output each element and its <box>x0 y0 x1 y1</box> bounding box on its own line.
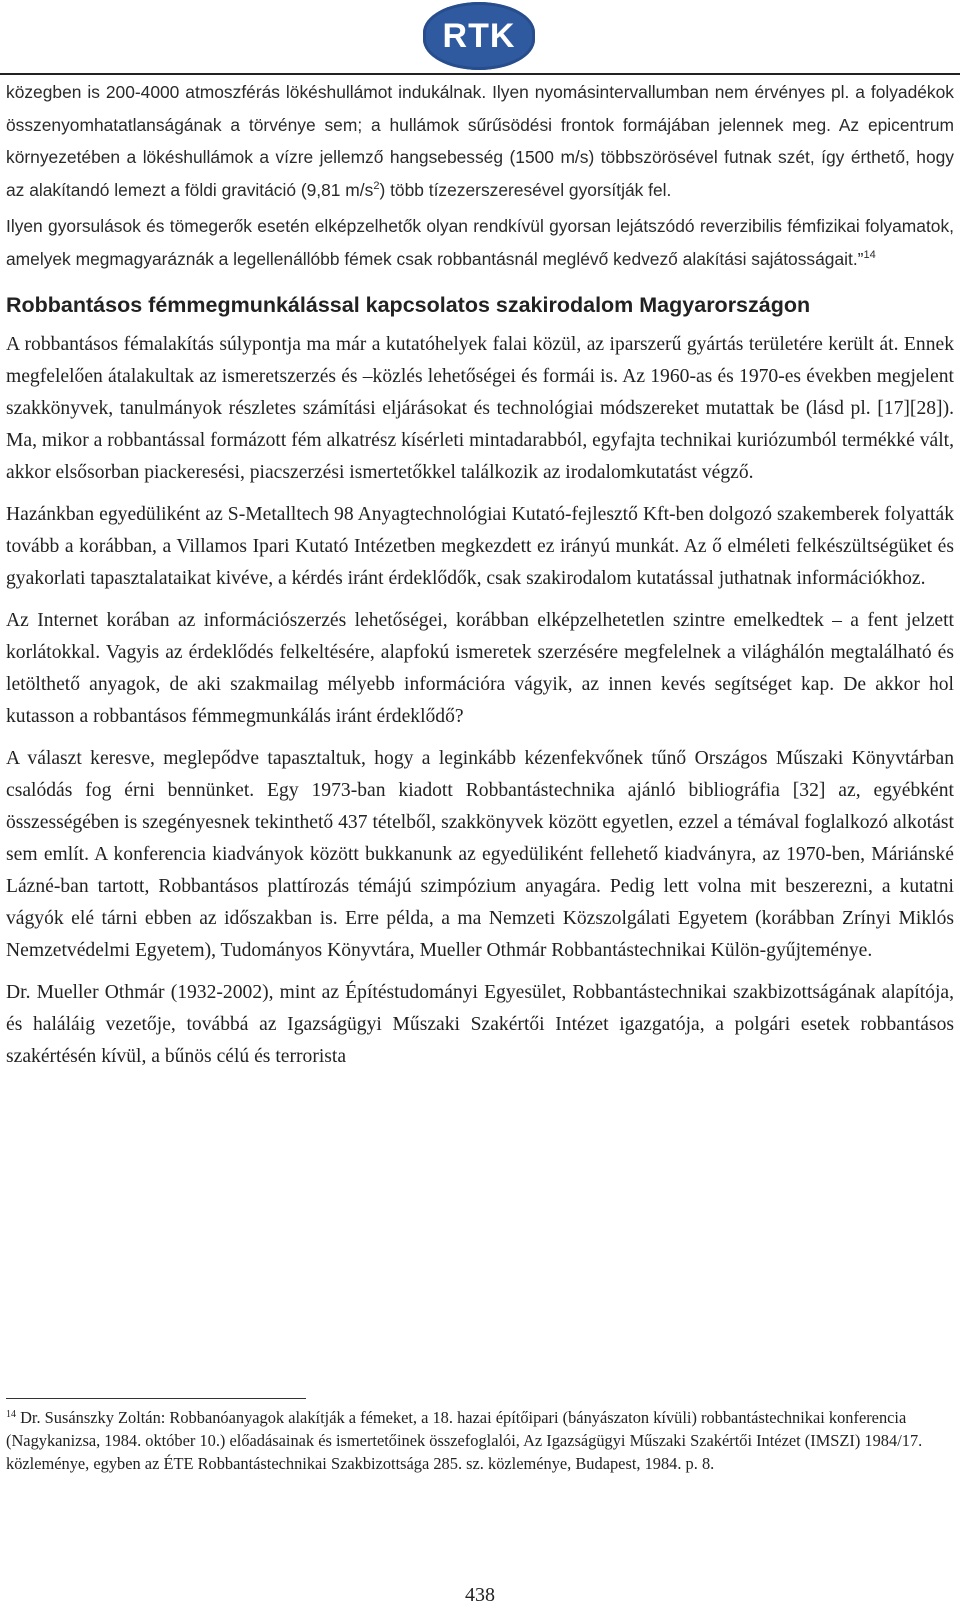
footnote-text: Dr. Susánszky Zoltán: Robbanóanyagok alakítják a fémeket, a 18. hazai építőipari (bányászaton kívüli) robbantástechnikai konferencia (Nagykanizsa, 1984. október 10.) előadásainak és ismertetőinek összefoglalói, Az Igazságügyi Műszaki Szakértői Intézet (IMSZI) 1984/17. közleménye, egyben az ÉTE Robbantástechnikai Szakbizottsága 285. sz. közleménye, Budapest, 1984. p. 8. <box>6 1408 923 1473</box>
footnote-marker: 14 <box>6 1409 16 1420</box>
paragraph-4: Hazánkban egyedüliként az S-Metalltech 98 Anyagtechnológiai Kutató-fejlesztő Kft-ben dolgozó szakemberek folyatták tovább a korábban, a Villamos Ipari Kutató Intézetben megkezdett ez irányú munkát. Az ő elméleti felkészültségüket és gyakorlati tapasztalataikat kivéve, a kérdés iránt érdeklődők, csak szakirodalom kutatással juthatnak információkhoz. <box>6 504 954 589</box>
paragraph-3: A robbantásos fémalakítás súlypontja ma már a kutatóhelyek falai közül, az iparszerű gyártás területére került át. Ennek megfelelően átalakultak az ismeretszerzés és –közlés lehetőségei és formái is. Az 1960-as és 1970-es években megjelent szakkönyvek, tanulmányok részletes számítási eljárásokat és technológiai módszereket mutattak be (lásd pl. [17][28]). Ma, mikor a robbantással formázott fém alkatrész kísérleti mintadarabból, egyfajta technikai kuriózumból termékké vált, akkor elsősorban piackeresési, piacszerzési ismertetőkkel találkozik az irodalomkutatást végző. <box>6 334 954 483</box>
footnote-separator <box>6 1398 306 1399</box>
superscript-exponent: 2 <box>373 179 380 192</box>
paragraph-6: A választ keresve, meglepődve tapasztaltuk, hogy a leginkább kézenfekvőnek tűnő Országos Műszaki Könyvtárban csalódás fog érni bennünket. Egy 1973-ban kiadott Robbantástechnika ajánló bibliográfia [32] az, egyébként összességében is szegényesnek tekinthető 437 tételből, szakkönyvek között egyetlen, ezzel a témával foglalkozó alkotást sem említ. A konferencia kiadványok között bukkanunk az egyedüliként fellehető kiadványra, az 1970-ben, Máriánské Lázné-ban tartott, Robbantásos plattírozás témájú szimpózium anyagára. Pedig lett volna mit beszerezni, a kutatni vágyók elé tárni ebben az időszakban is. Erre példa, a ma Nemzeti Közszolgálati Egyetem (korábban Zrínyi Miklós Nemzetvédelmi Egyetem), Tudományos Könyvtára, Mueller Othmár Robbantástechnikai Külön-gyűjteménye. <box>6 748 954 961</box>
section-heading: Robbantásos fémmegmunkálással kapcsolatos szakirodalom Magyarországon <box>6 293 811 317</box>
paragraph-2 <box>6 210 954 275</box>
paragraph-1-tail: ) több tízezerszeresével gyorsítják fel. <box>379 179 672 200</box>
paragraph-5: Az Internet korában az információszerzés lehetőségei, korábban elképzelhetetlen szintre emelkedtek – a fent jelzett korlátokkal. Vagyis az érdeklődés felkeltésére, alapfokú ismeretek szerzésére megfelelnek a világhálón megtalálható és letölthető anyagok, de aki szakmailag mélyebb információra vágyik, az innen kevés segítséget kap. De akkor hol kutasson a robbantásos fémmegmunkálás iránt érdeklődő? <box>6 610 954 727</box>
paragraph-1-text: közegben is 200-4000 atmoszférás lökéshullámot indukálnak. Ilyen nyomásintervallumban nem érvényes pl. a folyadékok összenyomhatatlanságának a törvénye sem; a hullámok sűrűsödési frontok formájában jelennek meg. Az epicentrum környezetében a lökéshullámok a vízre jellemző hangsebesség (1500 m/s) többszörösével futnak szét, így érthető, hogy az alakítandó lemezt a földi gravitáció (9,81 m/s <box>6 82 954 200</box>
footnote <box>6 1406 954 1475</box>
logo-text: RTK <box>442 16 516 55</box>
page-number: 438 <box>465 1584 495 1606</box>
body-text <box>6 76 954 1073</box>
header-rule <box>0 73 960 75</box>
rtk-logo <box>423 2 535 70</box>
footnote-reference: 14 <box>863 248 876 261</box>
paragraph-2-text: Ilyen gyorsulások és tömegerők esetén elképzelhetők olyan rendkívül gyorsan lejátszódó reverzibilis fémfizikai folyamatok, amelyek megmagyaráznák a legellenállóbb fémek csak robbantásnál meglévő kedvező alakítási sajátosságait.” <box>6 216 954 269</box>
paragraph-1 <box>6 76 954 206</box>
paragraph-7: Dr. Mueller Othmár (1932-2002), mint az Építéstudományi Egyesület, Robbantástechnikai szakbizottságának alapítója, és haláláig vezetője, továbbá az Igazságügyi Műszaki Szakértői Intézet igazgatója, a polgári esetek robbantásos szakértésén kívül, a bűnös célú és terrorista <box>6 982 954 1067</box>
